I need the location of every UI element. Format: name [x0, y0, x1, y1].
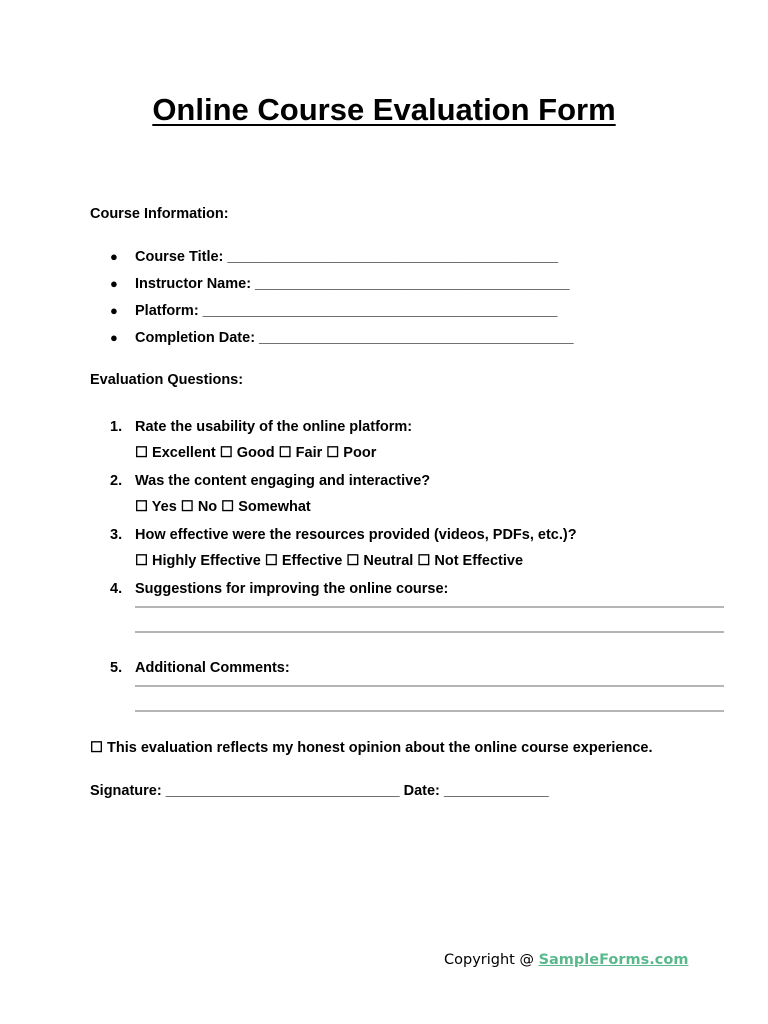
- bullet-icon: ●: [110, 249, 118, 264]
- question-text: Was the content engaging and interactive?: [135, 472, 431, 489]
- evaluation-heading: Evaluation Questions:: [90, 372, 244, 388]
- question-options[interactable]: ☐ Excellent ☐ Good ☐ Fair ☐ Poor: [135, 445, 377, 461]
- question-text: How effective were the resources provided (videos, PDFs, etc.)?: [135, 526, 577, 543]
- question-number: 5.: [110, 659, 123, 676]
- question-4: [110, 575, 724, 633]
- question-text: Suggestions for improving the online course:: [135, 580, 449, 597]
- suggestions-line-2[interactable]: [135, 631, 724, 633]
- list-item: [110, 301, 574, 328]
- bullet-icon: ●: [110, 276, 118, 291]
- list-item: [110, 247, 574, 274]
- list-item: [110, 274, 574, 301]
- signature-date-row[interactable]: Signature: _____________________________ Date: _____________: [90, 783, 549, 799]
- bullet-icon: ●: [110, 303, 118, 318]
- question-number: 2.: [110, 472, 123, 489]
- question-options[interactable]: ☐ Yes ☐ No ☐ Somewhat: [135, 499, 311, 515]
- page-title: Online Course Evaluation Form: [152, 92, 616, 127]
- instructor-name-field[interactable]: Instructor Name: _______________________________________: [135, 276, 570, 292]
- question-number: 4.: [110, 580, 123, 597]
- honesty-statement-checkbox[interactable]: ☐ This evaluation reflects my honest opinion about the online course experience.: [90, 740, 653, 756]
- comments-line-1[interactable]: [135, 685, 724, 687]
- question-number: 3.: [110, 526, 123, 543]
- platform-field[interactable]: Platform: ____________________________________________: [135, 303, 558, 319]
- questions-list: [110, 413, 724, 712]
- question-2: [110, 467, 724, 521]
- copyright-text: Copyright @: [444, 952, 539, 968]
- course-info-list: [110, 247, 574, 355]
- question-5: [110, 654, 724, 712]
- question-3: [110, 521, 724, 575]
- question-text: Rate the usability of the online platform:: [135, 418, 413, 435]
- sampleforms-link[interactable]: SampleForms.com: [538, 952, 689, 968]
- copyright-footer: [444, 952, 688, 968]
- completion-date-field[interactable]: Completion Date: _______________________________________: [135, 330, 574, 346]
- list-item: [110, 328, 574, 355]
- question-1: [110, 413, 724, 467]
- comments-line-2[interactable]: [135, 710, 724, 712]
- question-number: 1.: [110, 418, 123, 435]
- suggestions-line-1[interactable]: [135, 606, 724, 608]
- question-options[interactable]: ☐ Highly Effective ☐ Effective ☐ Neutral ☐ Not Effective: [135, 553, 524, 569]
- bullet-icon: ●: [110, 330, 118, 345]
- course-info-heading: Course Information:: [90, 206, 229, 222]
- question-text: Additional Comments:: [135, 659, 290, 676]
- course-title-field[interactable]: Course Title: _________________________________________: [135, 249, 559, 265]
